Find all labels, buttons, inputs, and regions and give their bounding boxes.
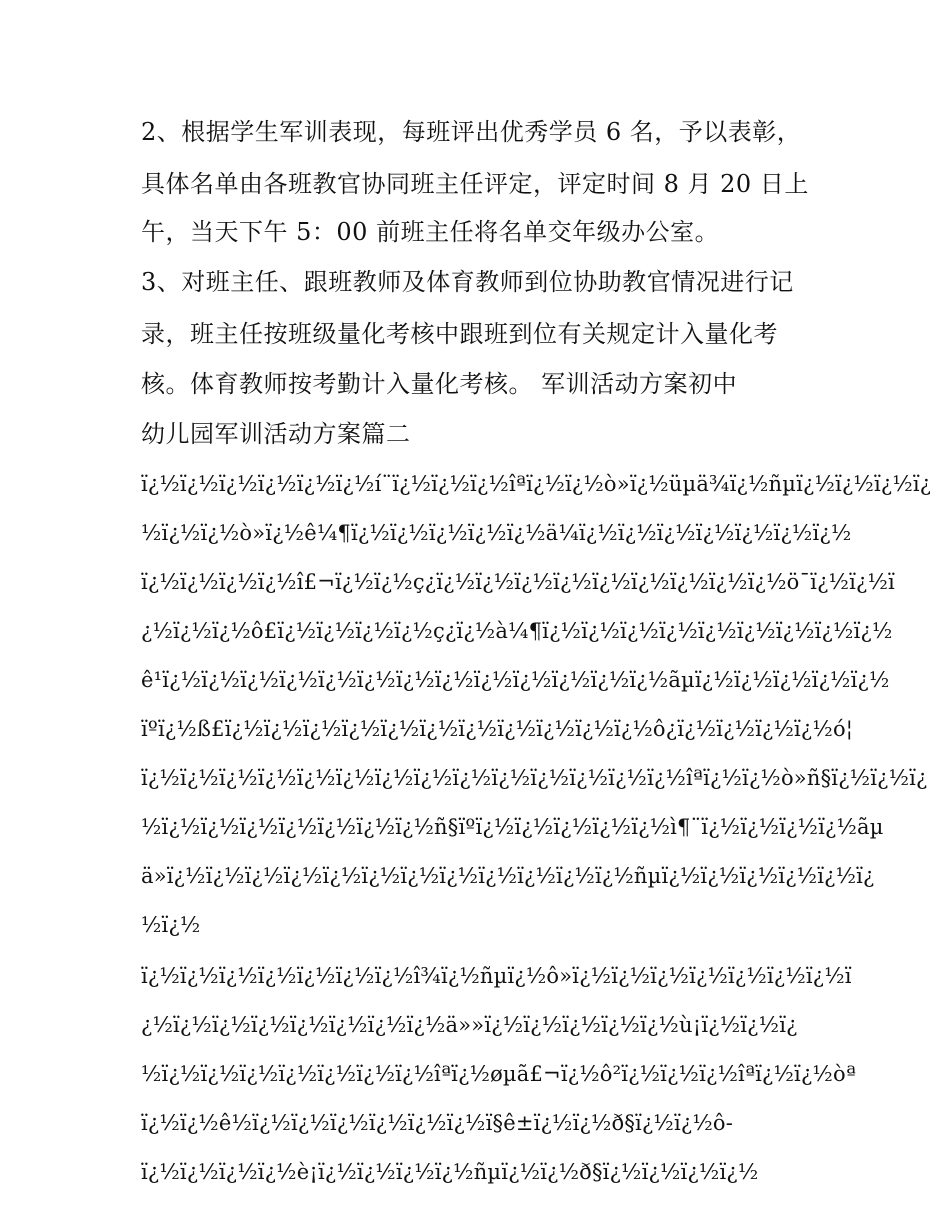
paragraph-1-line-3: 午，当天下午 5：00 前班主任将名单交年级办公室。 [141,218,720,246]
garbled-line: ¿½ï¿½ï¿½ô£ï¿½ï¿½ï¿½ï¿½ç¿ï¿½à¼¶ï¿½ï¿½ï¿½ï¿½ï¿½ï¿½ï¿½ï¿½ï¿½ [141,619,893,643]
garbled-line: ï¿½ï¿½ï¿½ï¿½ï¿½ï¿½í¨ï¿½ï¿½ï¿½îªï¿½ï¿½ò»ï¿½üµä¾ï¿½ñµï¿½ï¿½ï¿½ï¿ [141,472,932,496]
garbled-line: ï¿½ï¿½ê½ï¿½ï¿½ï¿½ï¿½ï¿½ï¿½ï§ê±ï¿½ï¿½ð§ï¿½ï¿½ô- [141,1111,734,1135]
paragraph-2-line-3: 核。体育教师按考勤计入量化考核。 军训活动方案初中 [141,370,738,398]
garbled-line: ½ï¿½ï¿½ï¿½ï¿½ï¿½ï¿½ï¿½îªï¿½øµã£¬ï¿½ô²ï¿½ï¿½ï¿½îªï¿½ï¿½òª [141,1062,856,1086]
garbled-line: ï¿½ï¿½ï¿½ï¿½î£¬ï¿½ï¿½ç¿ï¿½ï¿½ï¿½ï¿½ï¿½ï¿½ï¿½ï¿½ï¿½ö¯ï¿½ï¿½ï [141,570,895,594]
paragraph-2-line-2: 录，班主任按班级量化考核中跟班到位有关规定计入量化考 [141,320,778,348]
paragraph-1-line-2: 具体名单由各班教官协同班主任评定，评定时间 8 月 20 日上 [141,170,809,198]
garbled-line: ¿½ï¿½ï¿½ï¿½ï¿½ï¿½ï¿½ï¿½ä»»ï¿½ï¿½ï¿½ï¿½ï¿½ù¡ï¿½ï¿½ï¿ [141,1013,798,1037]
garbled-line: ä»ï¿½ï¿½ï¿½ï¿½ï¿½ï¿½ï¿½ï¿½ï¿½ï¿½ï¿½ï¿½ñµï¿½ï¿½ï¿½ï¿½ï¿½ï¿ [141,864,875,888]
garbled-line: ïºï¿½ß£ï¿½ï¿½ï¿½ï¿½ï¿½ï¿½ï¿½ï¿½ï¿½ï¿½ï¿½ô¿ï¿½ï¿½ï¿½ï¿½ó¦ [141,717,854,741]
garbled-line: ½ï¿½ [141,913,201,937]
section-heading: 幼儿园军训活动方案篇二 [141,420,411,448]
paragraph-1-line-1: 2、根据学生军训表现，每班评出优秀学员 6 名，予以表彰， [141,118,802,146]
garbled-line: ï¿½ï¿½ï¿½ï¿½ï¿½ï¿½ï¿½î¾ï¿½ñµï¿½ô»ï¿½ï¿½ï¿½ï¿½ï¿½ï¿½ï¿½ï [141,964,852,988]
paragraph-2-line-1: 3、对班主任、跟班教师及体育教师到位协助教官情况进行记 [141,268,794,296]
garbled-line: ï¿½ï¿½ï¿½ï¿½ï¿½ï¿½ï¿½ï¿½ï¿½ï¿½ï¿½ï¿½ï¿½ï¿½îªï¿½ï¿½ò»ñ§ï¿½ï¿½ï¿ [141,766,928,790]
garbled-line: ½ï¿½ï¿½ò»ï¿½ê¼¶ï¿½ï¿½ï¿½ï¿½ï¿½ä¼ï¿½ï¿½ï¿½ï¿½ï¿½ï¿½ï¿½ [141,521,852,545]
garbled-line: ½ï¿½ï¿½ï¿½ï¿½ï¿½ï¿½ï¿½ñ§ïºï¿½ï¿½ï¿½ï¿½ï¿½ì¶¨ï¿½ï¿½ï¿½ï¿½ãµ [141,815,884,839]
garbled-line: ï¿½ï¿½ï¿½ï¿½è¡ï¿½ï¿½ï¿½ï¿½ñµï¿½ï¿½ð§ï¿½ï¿½ï¿½ï¿½ [141,1160,759,1184]
garbled-line: ê¹ï¿½ï¿½ï¿½ï¿½ï¿½ï¿½ï¿½ï¿½ï¿½ï¿½ï¿½ï¿½ï¿½ãµï¿½ï¿½ï¿½ï¿½ï¿½ [141,668,890,692]
